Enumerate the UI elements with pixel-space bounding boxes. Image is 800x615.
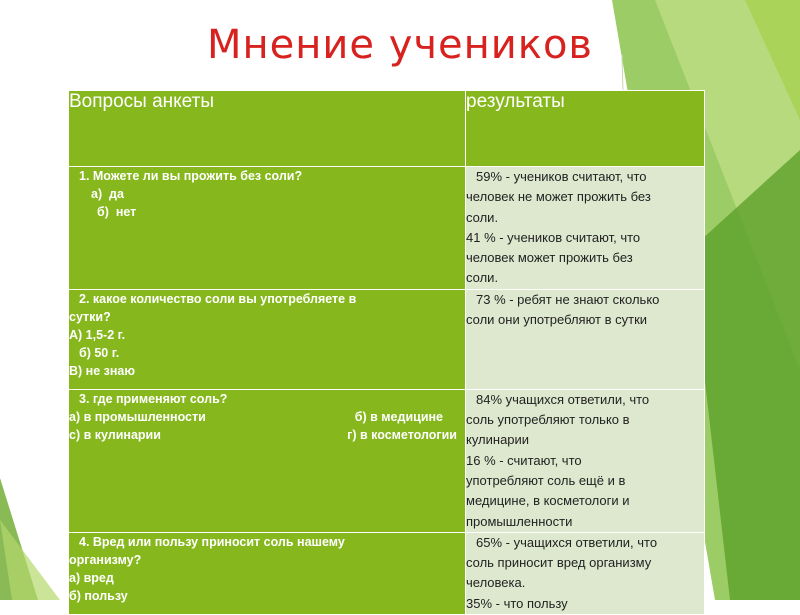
option-a: а) в промышленности bbox=[69, 409, 206, 424]
survey-table bbox=[68, 90, 705, 615]
page-title: Мнение учеников bbox=[206, 22, 593, 68]
option-a: а) вред bbox=[69, 570, 114, 585]
header-questions: Вопросы анкеты bbox=[69, 91, 466, 167]
option-pair bbox=[69, 426, 465, 444]
question-text: сутки? bbox=[69, 309, 111, 324]
result-line: соль приносит вред организму bbox=[466, 555, 652, 571]
table-row bbox=[69, 389, 705, 532]
question-text: 3. где применяют соль? bbox=[79, 391, 228, 406]
result-line: человек может прожить без bbox=[466, 250, 633, 266]
option-b: б) нет bbox=[97, 205, 137, 219]
question-text: 1. Можете ли вы прожить без соли? bbox=[79, 169, 303, 183]
header-results: результаты bbox=[466, 91, 705, 167]
option-c: с) в кулинарии bbox=[69, 427, 161, 442]
option-d: г) в косметологии bbox=[347, 427, 457, 442]
result-line: употребляют соль ещё и в bbox=[466, 472, 626, 488]
question-text: организму? bbox=[69, 552, 142, 567]
result-line: соли. bbox=[466, 270, 499, 286]
option-b: б) 50 г. bbox=[79, 345, 120, 360]
table-row bbox=[69, 167, 705, 290]
option-b: б) в медицине bbox=[354, 409, 443, 424]
result-line: 41 % - учеников считают, что bbox=[466, 229, 641, 245]
result-line: человек не может прожить без bbox=[466, 189, 651, 205]
result-cell bbox=[466, 389, 705, 532]
result-line: 16 % - считают, что bbox=[466, 452, 582, 468]
option-b: б) пользу bbox=[69, 588, 128, 603]
table-row bbox=[69, 289, 705, 389]
result-line: кулинарии bbox=[466, 432, 530, 448]
result-line: соли они употребляют в сутки bbox=[466, 312, 648, 328]
question-cell bbox=[69, 289, 466, 389]
result-line: 73 % - ребят не знают сколько bbox=[476, 291, 660, 307]
question-text: 4. Вред или пользу приносит соль нашему bbox=[79, 534, 345, 549]
option-pair bbox=[69, 408, 465, 426]
question-text: 2. какое количество соли вы употребляете в bbox=[79, 291, 357, 306]
result-line: человека. bbox=[466, 575, 526, 591]
option-c: В) не знаю bbox=[69, 363, 136, 378]
result-line: 35% - что пользу bbox=[466, 595, 568, 611]
question-cell bbox=[69, 389, 466, 532]
result-line: 65% - учащихся ответили, что bbox=[476, 534, 658, 550]
option-a: А) 1,5-2 г. bbox=[69, 327, 126, 342]
option-a: а) да bbox=[91, 187, 124, 201]
result-line: 59% - учеников считают, что bbox=[476, 169, 647, 184]
result-cell bbox=[466, 289, 705, 389]
result-cell bbox=[466, 532, 705, 614]
question-cell bbox=[69, 532, 466, 614]
result-line: соль употребляют только в bbox=[466, 412, 630, 428]
result-line: медицине, в косметологи и bbox=[466, 493, 630, 509]
result-cell bbox=[466, 167, 705, 290]
table-row bbox=[69, 532, 705, 614]
result-line: промышленности bbox=[466, 513, 573, 529]
result-line: 84% учащихся ответили, что bbox=[476, 391, 650, 407]
result-line: соли. bbox=[466, 209, 499, 225]
table-header-row bbox=[69, 91, 705, 167]
question-cell bbox=[69, 167, 466, 290]
